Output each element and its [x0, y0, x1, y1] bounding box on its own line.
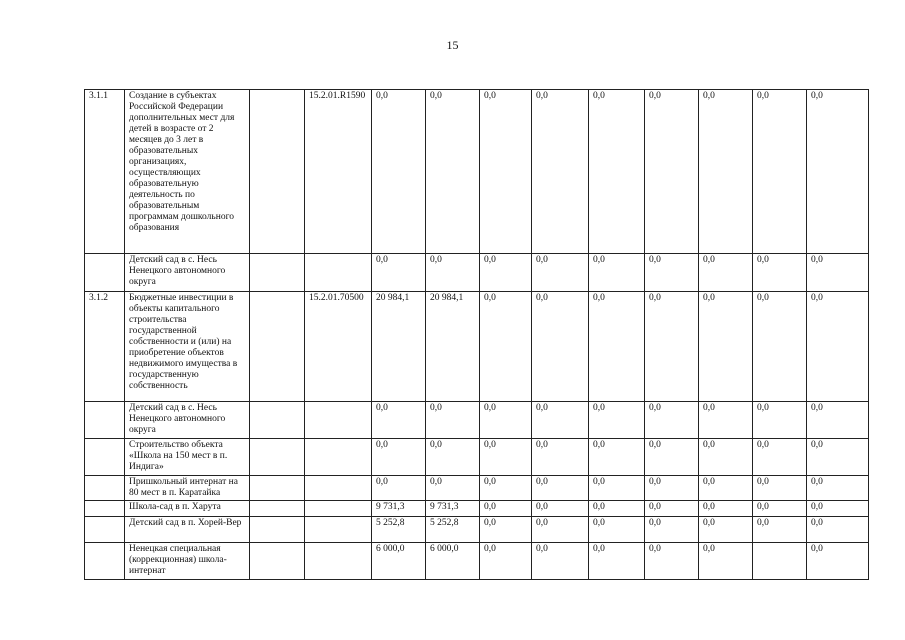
blank-cell: [250, 517, 305, 543]
value-cell: 0,0: [645, 402, 699, 439]
value-cell: 0,0: [753, 501, 807, 517]
value-cell: 0,0: [372, 254, 426, 292]
value-cell: [753, 543, 807, 580]
value-cell: 0,0: [480, 254, 532, 292]
value-cell: 0,0: [480, 501, 532, 517]
value-cell: 0,0: [753, 402, 807, 439]
value-cell: 0,0: [645, 439, 699, 476]
value-cell: 0,0: [699, 439, 753, 476]
blank-cell: [250, 501, 305, 517]
budget-code-cell: [305, 402, 372, 439]
row-index-cell: [85, 543, 125, 580]
value-cell: 0,0: [807, 254, 869, 292]
value-cell: 0,0: [807, 439, 869, 476]
value-cell: 0,0: [807, 402, 869, 439]
blank-cell: [250, 254, 305, 292]
value-cell: 9 731,3: [372, 501, 426, 517]
value-cell: 0,0: [532, 402, 589, 439]
value-cell: 0,0: [532, 501, 589, 517]
value-cell: 0,0: [807, 90, 869, 254]
budget-code-cell: [305, 501, 372, 517]
value-cell: 0,0: [532, 90, 589, 254]
value-cell: 0,0: [807, 517, 869, 543]
value-cell: 0,0: [807, 292, 869, 402]
value-cell: 20 984,1: [372, 292, 426, 402]
value-cell: 0,0: [426, 402, 480, 439]
row-name-cell: Создание в субъектах Российской Федерации дополнительных мест для детей в возрасте от 2 месяцев до 3 лет в образовательных организациях, осуществляющих образовательную деятельность по образовательным программам дошкольного образования: [125, 90, 250, 254]
table-row: [85, 292, 869, 402]
table-row: [85, 501, 869, 517]
value-cell: 0,0: [480, 439, 532, 476]
row-index-cell: 3.1.1: [85, 90, 125, 254]
row-name-cell: Пришкольный интернат на 80 мест в п. Каратайка: [125, 476, 250, 501]
value-cell: 0,0: [807, 543, 869, 580]
blank-cell: [250, 543, 305, 580]
value-cell: 0,0: [753, 292, 807, 402]
table-row: [85, 476, 869, 501]
value-cell: 0,0: [532, 543, 589, 580]
table-row: [85, 543, 869, 580]
page-number: 15: [446, 38, 459, 52]
value-cell: 0,0: [699, 501, 753, 517]
table-row: [85, 439, 869, 476]
value-cell: 0,0: [589, 254, 645, 292]
value-cell: 0,0: [807, 501, 869, 517]
blank-cell: [250, 90, 305, 254]
row-index-cell: 3.1.2: [85, 292, 125, 402]
value-cell: 0,0: [589, 439, 645, 476]
value-cell: 0,0: [589, 90, 645, 254]
budget-code-cell: [305, 517, 372, 543]
value-cell: 0,0: [372, 476, 426, 501]
value-cell: 0,0: [699, 292, 753, 402]
value-cell: 0,0: [480, 543, 532, 580]
value-cell: 0,0: [372, 90, 426, 254]
budget-code-cell: [305, 254, 372, 292]
budget-code-cell: [305, 476, 372, 501]
budget-table: [84, 89, 869, 580]
row-index-cell: [85, 439, 125, 476]
value-cell: 0,0: [589, 402, 645, 439]
row-index-cell: [85, 254, 125, 292]
row-name-cell: Строительство объекта «Школа на 150 мест в п. Индига»: [125, 439, 250, 476]
value-cell: 0,0: [753, 90, 807, 254]
budget-code-cell: [305, 543, 372, 580]
value-cell: 0,0: [753, 476, 807, 501]
value-cell: 0,0: [645, 254, 699, 292]
value-cell: 0,0: [480, 402, 532, 439]
value-cell: 0,0: [532, 517, 589, 543]
value-cell: 0,0: [753, 254, 807, 292]
row-name-cell: Детский сад в с. Несь Ненецкого автономного округа: [125, 254, 250, 292]
value-cell: 0,0: [645, 476, 699, 501]
value-cell: 5 252,8: [372, 517, 426, 543]
value-cell: 0,0: [699, 90, 753, 254]
value-cell: 0,0: [589, 543, 645, 580]
value-cell: 0,0: [480, 90, 532, 254]
blank-cell: [250, 292, 305, 402]
value-cell: 0,0: [589, 501, 645, 517]
row-index-cell: [85, 517, 125, 543]
value-cell: 0,0: [807, 476, 869, 501]
value-cell: 0,0: [589, 476, 645, 501]
value-cell: 0,0: [589, 292, 645, 402]
table-row: [85, 517, 869, 543]
value-cell: 6 000,0: [372, 543, 426, 580]
row-index-cell: [85, 402, 125, 439]
value-cell: 0,0: [589, 517, 645, 543]
row-name-cell: Ненецкая специальная (коррекционная) школа-интернат: [125, 543, 250, 580]
blank-cell: [250, 402, 305, 439]
value-cell: 0,0: [372, 439, 426, 476]
value-cell: 0,0: [426, 90, 480, 254]
value-cell: 6 000,0: [426, 543, 480, 580]
value-cell: 0,0: [699, 254, 753, 292]
table-row: [85, 254, 869, 292]
value-cell: 0,0: [532, 476, 589, 501]
budget-code-cell: 15.2.01.R1590: [305, 90, 372, 254]
value-cell: 0,0: [699, 402, 753, 439]
value-cell: 0,0: [480, 517, 532, 543]
value-cell: 0,0: [699, 476, 753, 501]
row-name-cell: Детский сад в с. Несь Ненецкого автономного округа: [125, 402, 250, 439]
value-cell: 0,0: [645, 292, 699, 402]
value-cell: 0,0: [532, 439, 589, 476]
row-index-cell: [85, 476, 125, 501]
value-cell: 0,0: [645, 501, 699, 517]
table-row: [85, 402, 869, 439]
budget-code-cell: [305, 439, 372, 476]
value-cell: 0,0: [645, 543, 699, 580]
row-name-cell: Детский сад в п. Хорей-Вер: [125, 517, 250, 543]
value-cell: 0,0: [753, 517, 807, 543]
table-row: [85, 90, 869, 254]
value-cell: 20 984,1: [426, 292, 480, 402]
value-cell: 0,0: [699, 543, 753, 580]
value-cell: 0,0: [645, 517, 699, 543]
value-cell: 0,0: [480, 476, 532, 501]
budget-code-cell: 15.2.01.70500: [305, 292, 372, 402]
row-name-cell: Бюджетные инвестиции в объекты капитального строительства государственной собственности и (или) на приобретение объектов недвижимого имущества в государственную собственность: [125, 292, 250, 402]
value-cell: 0,0: [426, 476, 480, 501]
row-name-cell: Школа-сад в п. Харута: [125, 501, 250, 517]
value-cell: 0,0: [480, 292, 532, 402]
value-cell: 0,0: [753, 439, 807, 476]
value-cell: 5 252,8: [426, 517, 480, 543]
row-index-cell: [85, 501, 125, 517]
value-cell: 0,0: [426, 254, 480, 292]
value-cell: 9 731,3: [426, 501, 480, 517]
value-cell: 0,0: [645, 90, 699, 254]
value-cell: 0,0: [532, 292, 589, 402]
blank-cell: [250, 439, 305, 476]
value-cell: 0,0: [699, 517, 753, 543]
value-cell: 0,0: [532, 254, 589, 292]
value-cell: 0,0: [372, 402, 426, 439]
value-cell: 0,0: [426, 439, 480, 476]
blank-cell: [250, 476, 305, 501]
